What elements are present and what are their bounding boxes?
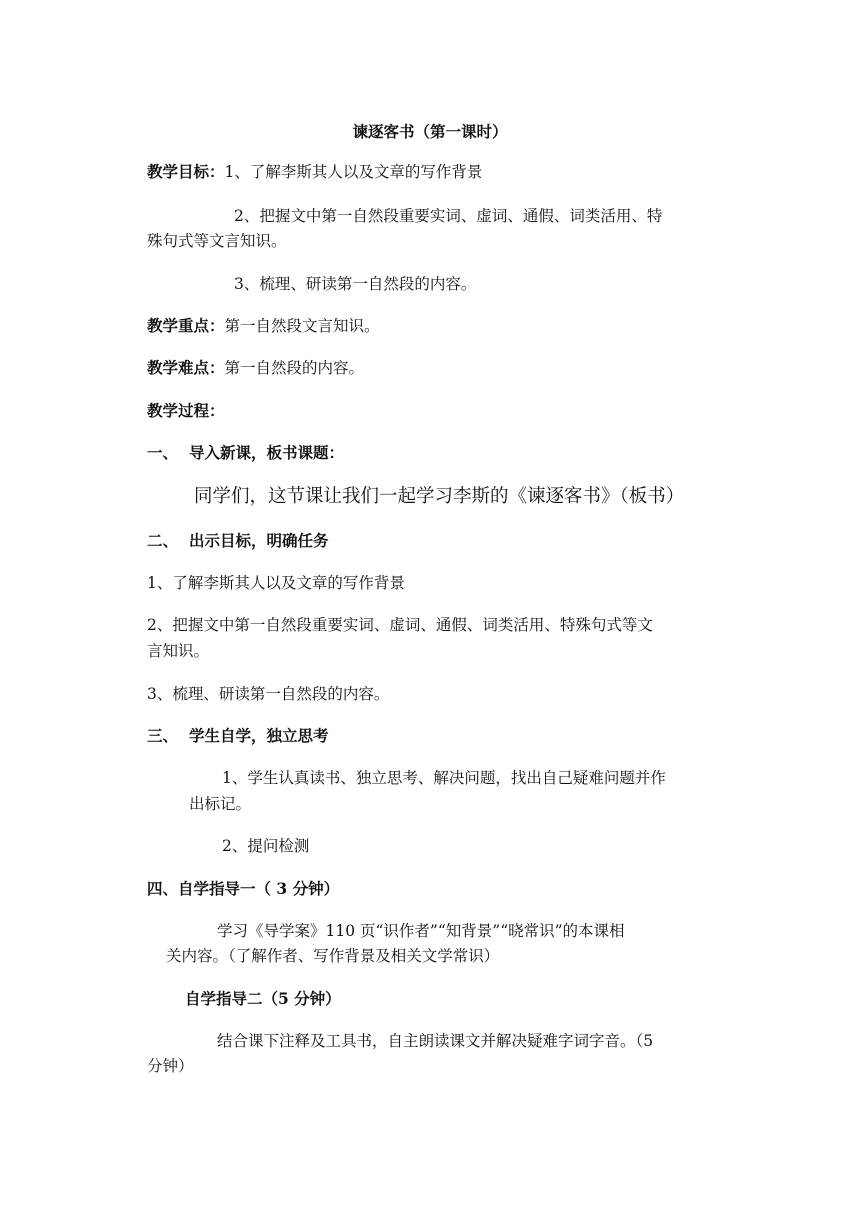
- key-point-text: 第一自然段文言知识。: [224, 317, 380, 335]
- section-4-sub-heading: 自学指导二（5 分钟）: [185, 989, 341, 1008]
- difficulty-line: [147, 358, 364, 378]
- section-4-heading: 四、自学指导一（ 3 分钟）: [147, 879, 340, 898]
- section-2-number: 二、: [147, 531, 179, 550]
- process-label: 教学过程：: [147, 401, 225, 420]
- section-2-item: 3、梳理、研读第一自然段的内容。: [147, 685, 390, 703]
- section-3-item: 2、提问检测: [222, 837, 310, 855]
- document-title: 谏逐客书（第一课时）: [352, 122, 508, 141]
- objectives-label: 教学目标：: [147, 162, 225, 181]
- objectives-line: [147, 162, 482, 182]
- key-point-line: [147, 316, 380, 336]
- objective-item: 3、梳理、研读第一自然段的内容。: [234, 275, 477, 293]
- objective-item: 1、了解李斯其人以及文章的写作背景: [224, 163, 483, 181]
- section-1-text: 同学们，这节课让我们一起学习李斯的《谏逐客书》（板书）: [194, 486, 685, 507]
- section-3-item: 出标记。: [189, 795, 252, 813]
- section-3-item: 1、学生认真读书、独立思考、解决问题，找出自己疑难问题并作: [222, 769, 666, 787]
- section-4-text: 关内容。（了解作者、写作背景及相关文学常识）: [166, 947, 500, 965]
- section-4-sub-text: 分钟）: [147, 1057, 194, 1075]
- section-2-item: 言知识。: [147, 642, 210, 660]
- section-2-heading: 出示目标，明确任务: [189, 531, 329, 550]
- objective-item: 殊句式等文言知识。: [147, 232, 287, 250]
- key-point-label: 教学重点：: [147, 316, 225, 335]
- section-4-sub-text: 结合课下注释及工具书，自主朗读课文并解决疑难字词字音。（5: [217, 1032, 654, 1050]
- section-1-heading: 导入新课，板书课题：: [189, 443, 345, 462]
- objective-item: 2、把握文中第一自然段重要实词、虚词、通假、词类活用、特: [234, 207, 663, 225]
- difficulty-text: 第一自然段的内容。: [224, 359, 365, 377]
- section-1-number: 一、: [147, 443, 179, 462]
- section-4-text: 学习《导学案》110 页“识作者”“知背景”“晓常识”的本课相: [217, 922, 625, 940]
- section-3-number: 三、: [147, 726, 179, 745]
- difficulty-label: 教学难点：: [147, 358, 225, 377]
- section-3-heading: 学生自学，独立思考: [189, 726, 329, 745]
- section-2-item: 2、把握文中第一自然段重要实词、虚词、通假、词类活用、特殊句式等文: [147, 616, 653, 634]
- section-2-item: 1、了解李斯其人以及文章的写作背景: [147, 574, 405, 592]
